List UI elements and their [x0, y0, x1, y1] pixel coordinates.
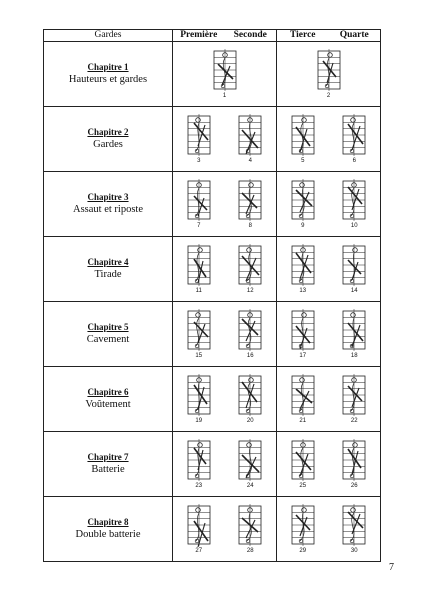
- fencing-diagram: [290, 437, 316, 483]
- chapter-title: Tirade: [94, 269, 122, 280]
- figure-cell: [329, 367, 381, 432]
- chapter-row: [44, 237, 381, 302]
- figure-number: 16: [246, 352, 254, 359]
- fencing-diagram: [290, 372, 316, 418]
- figure-number: 28: [246, 547, 254, 554]
- figure-cell: [329, 172, 381, 237]
- header-seconde: Seconde: [225, 30, 277, 42]
- chapter-title: Voûtement: [85, 399, 131, 410]
- figure-cell: [329, 237, 381, 302]
- chapter-cell: [44, 497, 173, 562]
- figure: [341, 502, 367, 555]
- figure-number: 26: [350, 482, 358, 489]
- fencing-diagram: [237, 177, 263, 223]
- figure: [290, 177, 316, 230]
- figure: [290, 307, 316, 360]
- chapter-row: [44, 172, 381, 237]
- fencing-diagram: [186, 242, 212, 288]
- page-number: 7: [389, 562, 394, 573]
- figure-cell: [225, 367, 277, 432]
- fencing-diagram: [341, 502, 367, 548]
- header-tierce: Tierce: [277, 30, 329, 42]
- figure-number: 5: [301, 157, 305, 164]
- chapter-title: Gardes: [93, 139, 123, 150]
- figure-number: 30: [350, 547, 358, 554]
- figure: [186, 177, 212, 230]
- fencing-diagram: [237, 437, 263, 483]
- chapter-cell: [44, 367, 173, 432]
- figure-number: 4: [248, 157, 252, 164]
- figure-cell: [277, 302, 329, 367]
- figure-cell: [225, 172, 277, 237]
- figure-number: 8: [248, 222, 252, 229]
- fencing-diagram: [341, 177, 367, 223]
- fencing-diagram: [186, 372, 212, 418]
- chapter-label: Chapitre 2: [87, 127, 129, 137]
- fencing-diagram: [237, 502, 263, 548]
- fencing-diagram: [186, 502, 212, 548]
- figure-number: 7: [197, 222, 201, 229]
- figure-cell: [173, 432, 225, 497]
- chapter-title: Cavement: [86, 334, 130, 345]
- figure: [186, 502, 212, 555]
- fencing-diagram: [237, 242, 263, 288]
- figure-cell: [277, 432, 329, 497]
- chapter-row: [44, 42, 381, 107]
- chapter-cell: [44, 107, 173, 172]
- fencing-diagram: [212, 47, 238, 93]
- figure: [186, 242, 212, 295]
- figure-number: 15: [195, 352, 203, 359]
- figure: [290, 502, 316, 555]
- chapter-row: [44, 497, 381, 562]
- chapter-cell: [44, 42, 173, 107]
- figure-cell: [277, 172, 329, 237]
- figure: [186, 307, 212, 360]
- figure-cell: [225, 432, 277, 497]
- figure-cell: [277, 367, 329, 432]
- fencing-diagram: [290, 177, 316, 223]
- figure-cell: [173, 237, 225, 302]
- chapter-label: Chapitre 1: [87, 62, 129, 72]
- fencing-diagram: [237, 372, 263, 418]
- figure-cell: [173, 107, 225, 172]
- figure-number: 6: [352, 157, 356, 164]
- figure-cell: [225, 107, 277, 172]
- guards-table: [43, 29, 381, 562]
- figure-number: 2: [326, 92, 331, 99]
- chapter-title: Batterie: [91, 464, 125, 475]
- chapter-row: [44, 302, 381, 367]
- fencing-diagram: [237, 112, 263, 158]
- figure-number: 23: [195, 482, 203, 489]
- figure-number: 9: [301, 222, 305, 229]
- figure: [341, 307, 367, 360]
- figure-cell: [329, 432, 381, 497]
- figure-number: 14: [350, 287, 358, 294]
- fencing-diagram: [341, 437, 367, 483]
- chapter-label: Chapitre 6: [87, 387, 129, 397]
- figure-cell: [173, 497, 225, 562]
- header-quarte: Quarte: [329, 30, 381, 42]
- fencing-diagram: [290, 242, 316, 288]
- figure: [237, 112, 263, 165]
- figure: [237, 177, 263, 230]
- chapter-cell: [44, 302, 173, 367]
- chapter-row: [44, 367, 381, 432]
- figure: [237, 242, 263, 295]
- figure-cell: [173, 302, 225, 367]
- fencing-diagram: [186, 112, 212, 158]
- chapter-label: Chapitre 3: [87, 192, 129, 202]
- figure-number: 19: [195, 417, 203, 424]
- chapter-title: Double batterie: [75, 529, 141, 540]
- figure-cell: [173, 172, 225, 237]
- chapter-title: Assaut et riposte: [73, 204, 143, 215]
- chapter-cell: [44, 172, 173, 237]
- figure: [290, 437, 316, 490]
- figure-number: 12: [246, 287, 254, 294]
- fencing-diagram: [341, 372, 367, 418]
- figure-cell: [277, 497, 329, 562]
- figure-number: 29: [299, 547, 307, 554]
- header-row: [44, 30, 381, 42]
- figure-number: 10: [350, 222, 358, 229]
- figure: [186, 112, 212, 165]
- fencing-diagram: [341, 112, 367, 158]
- chapter-label: Chapitre 7: [87, 452, 129, 462]
- chapter-title: Hauteurs et gardes: [68, 74, 148, 85]
- figure-number: 25: [299, 482, 307, 489]
- chapter-row: [44, 432, 381, 497]
- fencing-diagram: [237, 307, 263, 353]
- chapter-label: Chapitre 4: [87, 257, 129, 267]
- figure-number: 27: [195, 547, 203, 554]
- figure: [186, 437, 212, 490]
- figure: [237, 372, 263, 425]
- fencing-diagram: [290, 112, 316, 158]
- figure-number: 1: [222, 92, 227, 99]
- fencing-diagram: [186, 177, 212, 223]
- figure: [290, 372, 316, 425]
- figure-cell: [277, 237, 329, 302]
- figure-cell: [225, 237, 277, 302]
- fencing-diagram: [341, 307, 367, 353]
- figure-cell: [225, 497, 277, 562]
- fencing-diagram: [341, 242, 367, 288]
- figure-number: 24: [246, 482, 254, 489]
- chapter-label: Chapitre 8: [87, 517, 129, 527]
- figure: [341, 177, 367, 230]
- figure-number: 3: [197, 157, 201, 164]
- figure-number: 21: [299, 417, 307, 424]
- figure: [341, 437, 367, 490]
- figure: [341, 372, 367, 425]
- figure-cell: [173, 42, 277, 107]
- figure-number: 22: [350, 417, 358, 424]
- figure: [237, 502, 263, 555]
- figure: [290, 242, 316, 295]
- figure-cell: [329, 302, 381, 367]
- figure: [212, 47, 238, 100]
- figure: [186, 372, 212, 425]
- fencing-diagram: [290, 307, 316, 353]
- figure-cell: [173, 367, 225, 432]
- figure: [341, 112, 367, 165]
- figure: [341, 242, 367, 295]
- figure-number: 18: [350, 352, 358, 359]
- figure: [237, 307, 263, 360]
- header-gardes: Gardes: [44, 30, 173, 42]
- fencing-diagram: [316, 47, 342, 93]
- figure-cell: [329, 107, 381, 172]
- chapter-label: Chapitre 5: [87, 322, 129, 332]
- figure: [290, 112, 316, 165]
- header-premiere: Première: [173, 30, 225, 42]
- figure-cell: [225, 302, 277, 367]
- figure: [316, 47, 342, 100]
- figure-cell: [277, 107, 329, 172]
- chapter-cell: [44, 432, 173, 497]
- figure-cell: [329, 497, 381, 562]
- figure-number: 17: [299, 352, 307, 359]
- fencing-diagram: [186, 307, 212, 353]
- fencing-diagram: [186, 437, 212, 483]
- chapter-row: [44, 107, 381, 172]
- figure-number: 13: [299, 287, 307, 294]
- fencing-diagram: [290, 502, 316, 548]
- figure-number: 20: [246, 417, 254, 424]
- figure: [237, 437, 263, 490]
- figure-number: 11: [195, 287, 202, 294]
- chapter-cell: [44, 237, 173, 302]
- figure-cell: [277, 42, 381, 107]
